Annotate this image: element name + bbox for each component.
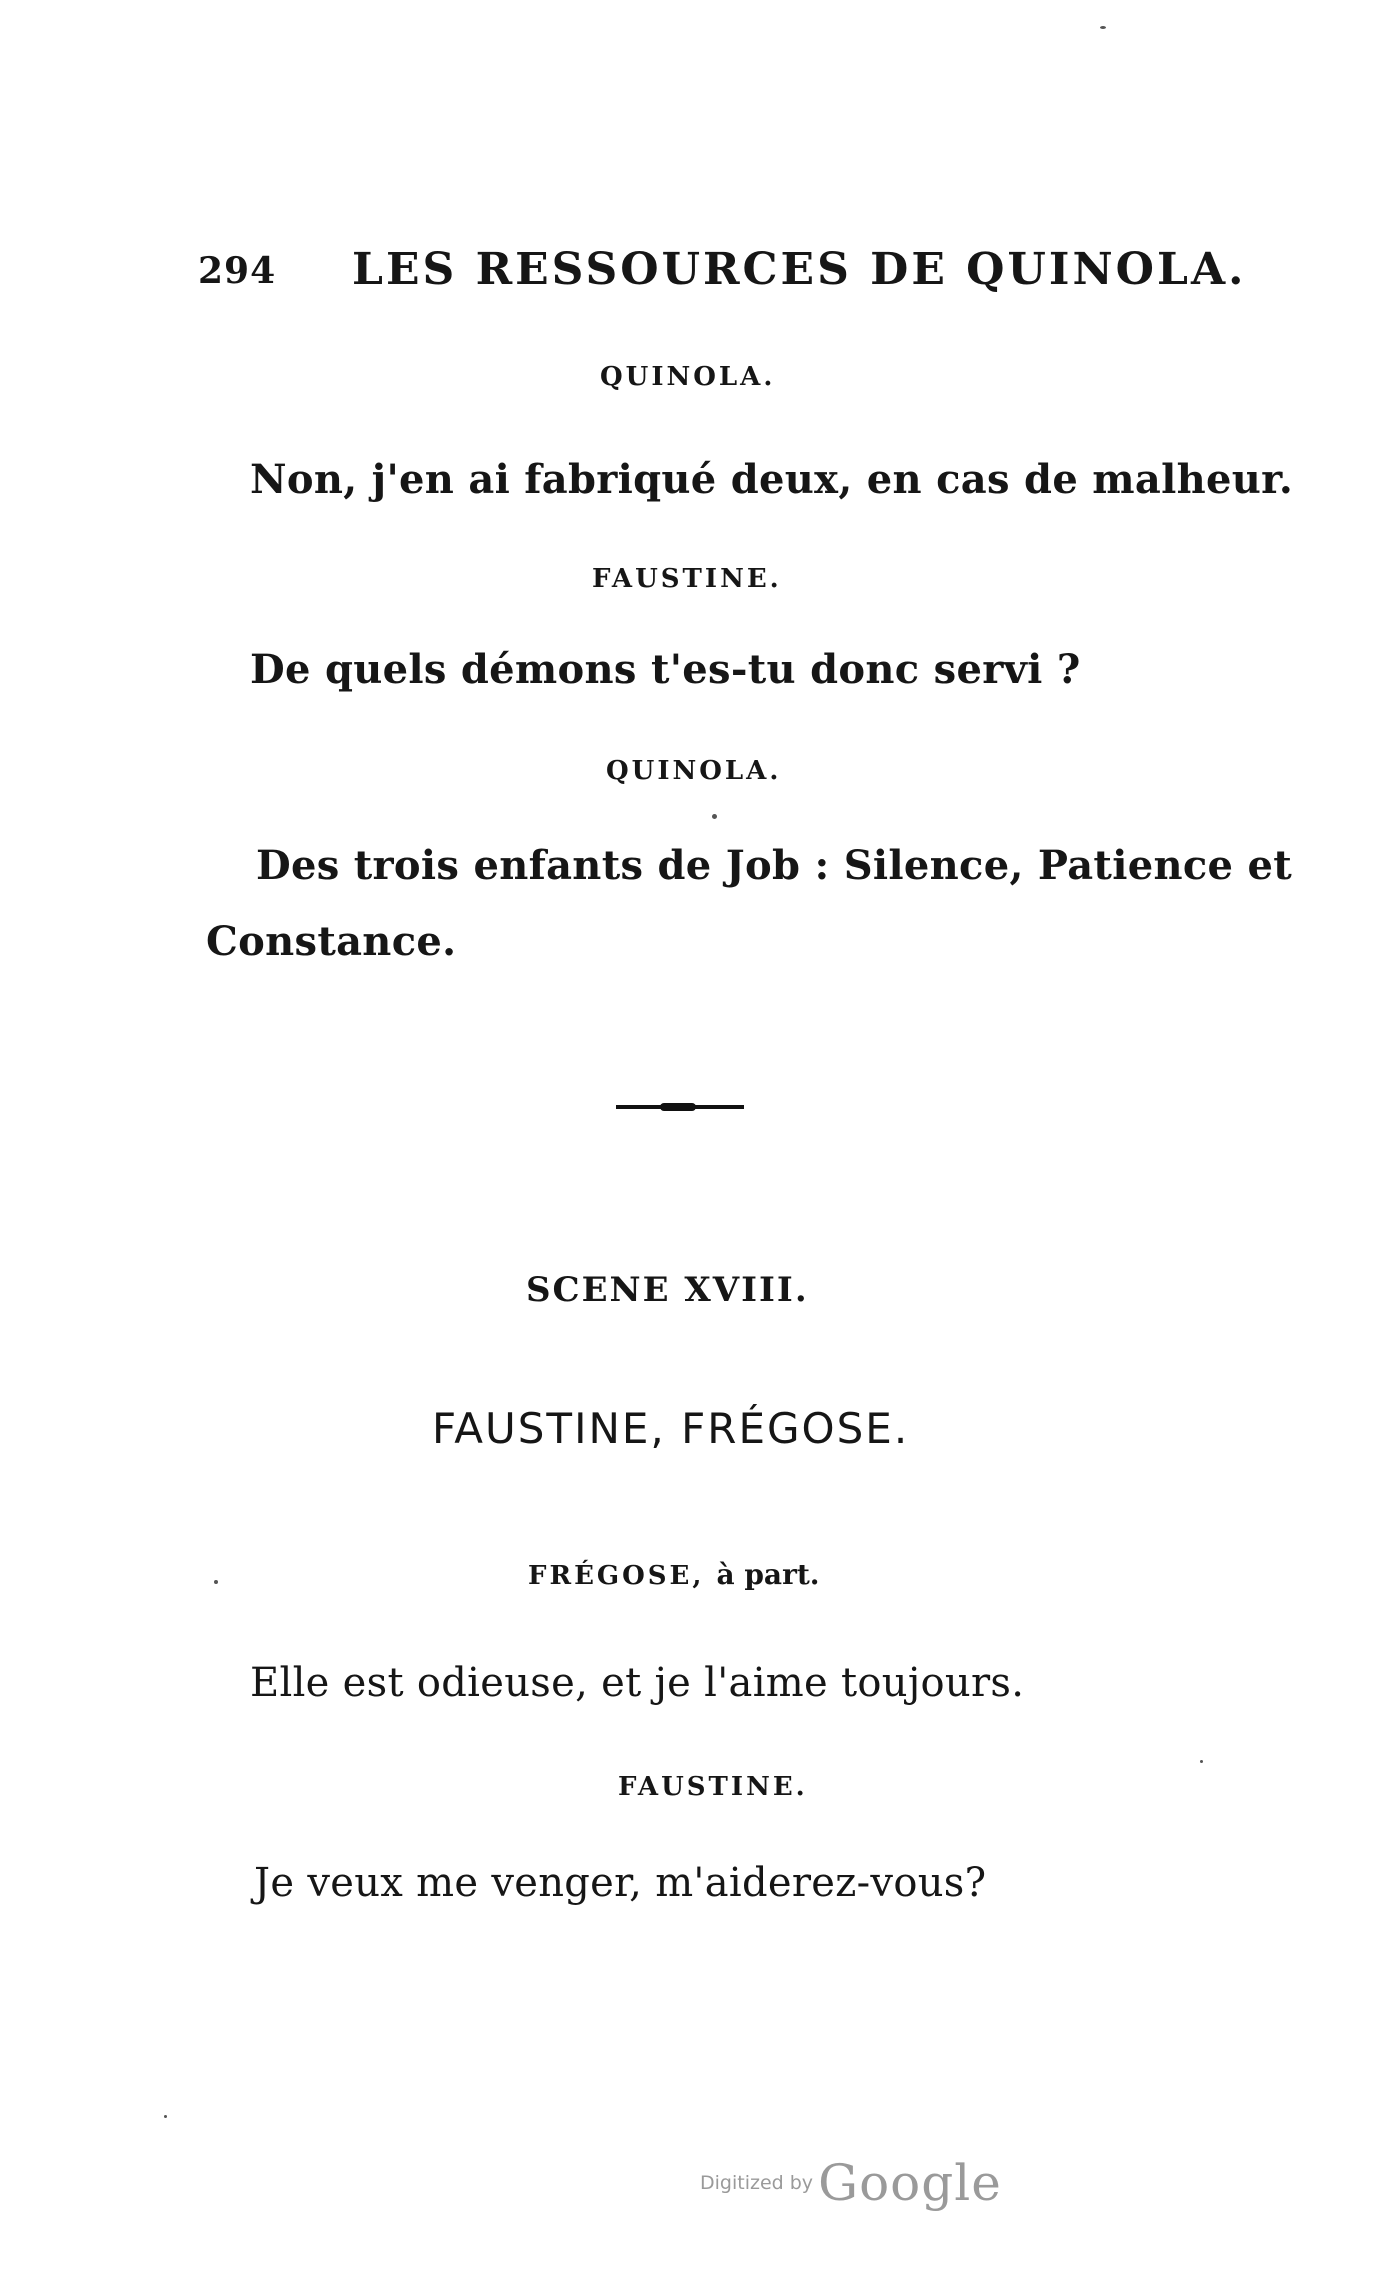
dialogue-line: Je veux me venger, m'aiderez-vous? [254, 1860, 987, 1906]
print-speck [712, 814, 717, 819]
scene-characters: FAUSTINE, FRÉGOSE. [432, 1404, 910, 1453]
speaker-label: FAUSTINE. [618, 1772, 808, 1802]
watermark-logo: Google [818, 2154, 1002, 2212]
section-divider [616, 1105, 744, 1109]
page-number: 294 [198, 250, 277, 292]
dialogue-line: Elle est odieuse, et je l'aime toujours. [250, 1660, 1025, 1706]
watermark-prefix: Digitized by [700, 2172, 814, 2194]
print-speck [1100, 26, 1106, 29]
dialogue-line: Des trois enfants de Job : Silence, Patience et [256, 842, 1292, 889]
print-speck [164, 2115, 167, 2118]
print-speck [214, 1580, 218, 1584]
print-speck [1200, 1760, 1203, 1763]
speaker-label: FAUSTINE. [592, 564, 782, 594]
page-header [198, 236, 1247, 306]
dialogue-line-continuation: Constance. [206, 918, 457, 965]
dialogue-line: De quels démons t'es-tu donc servi ? [250, 646, 1081, 693]
digitization-watermark [700, 2154, 1002, 2212]
stage-direction: à part. [716, 1558, 820, 1591]
scene-heading: SCENE XVIII. [526, 1270, 809, 1310]
speaker-name: FRÉGOSE, [528, 1561, 705, 1591]
running-title: LES RESSOURCES DE QUINOLA. [352, 244, 1247, 295]
speaker-label: QUINOLA. [606, 756, 782, 786]
dialogue-line: Non, j'en ai fabriqué deux, en cas de malheur. [250, 456, 1294, 503]
speaker-label: QUINOLA. [600, 362, 776, 392]
speaker-label [528, 1558, 820, 1591]
